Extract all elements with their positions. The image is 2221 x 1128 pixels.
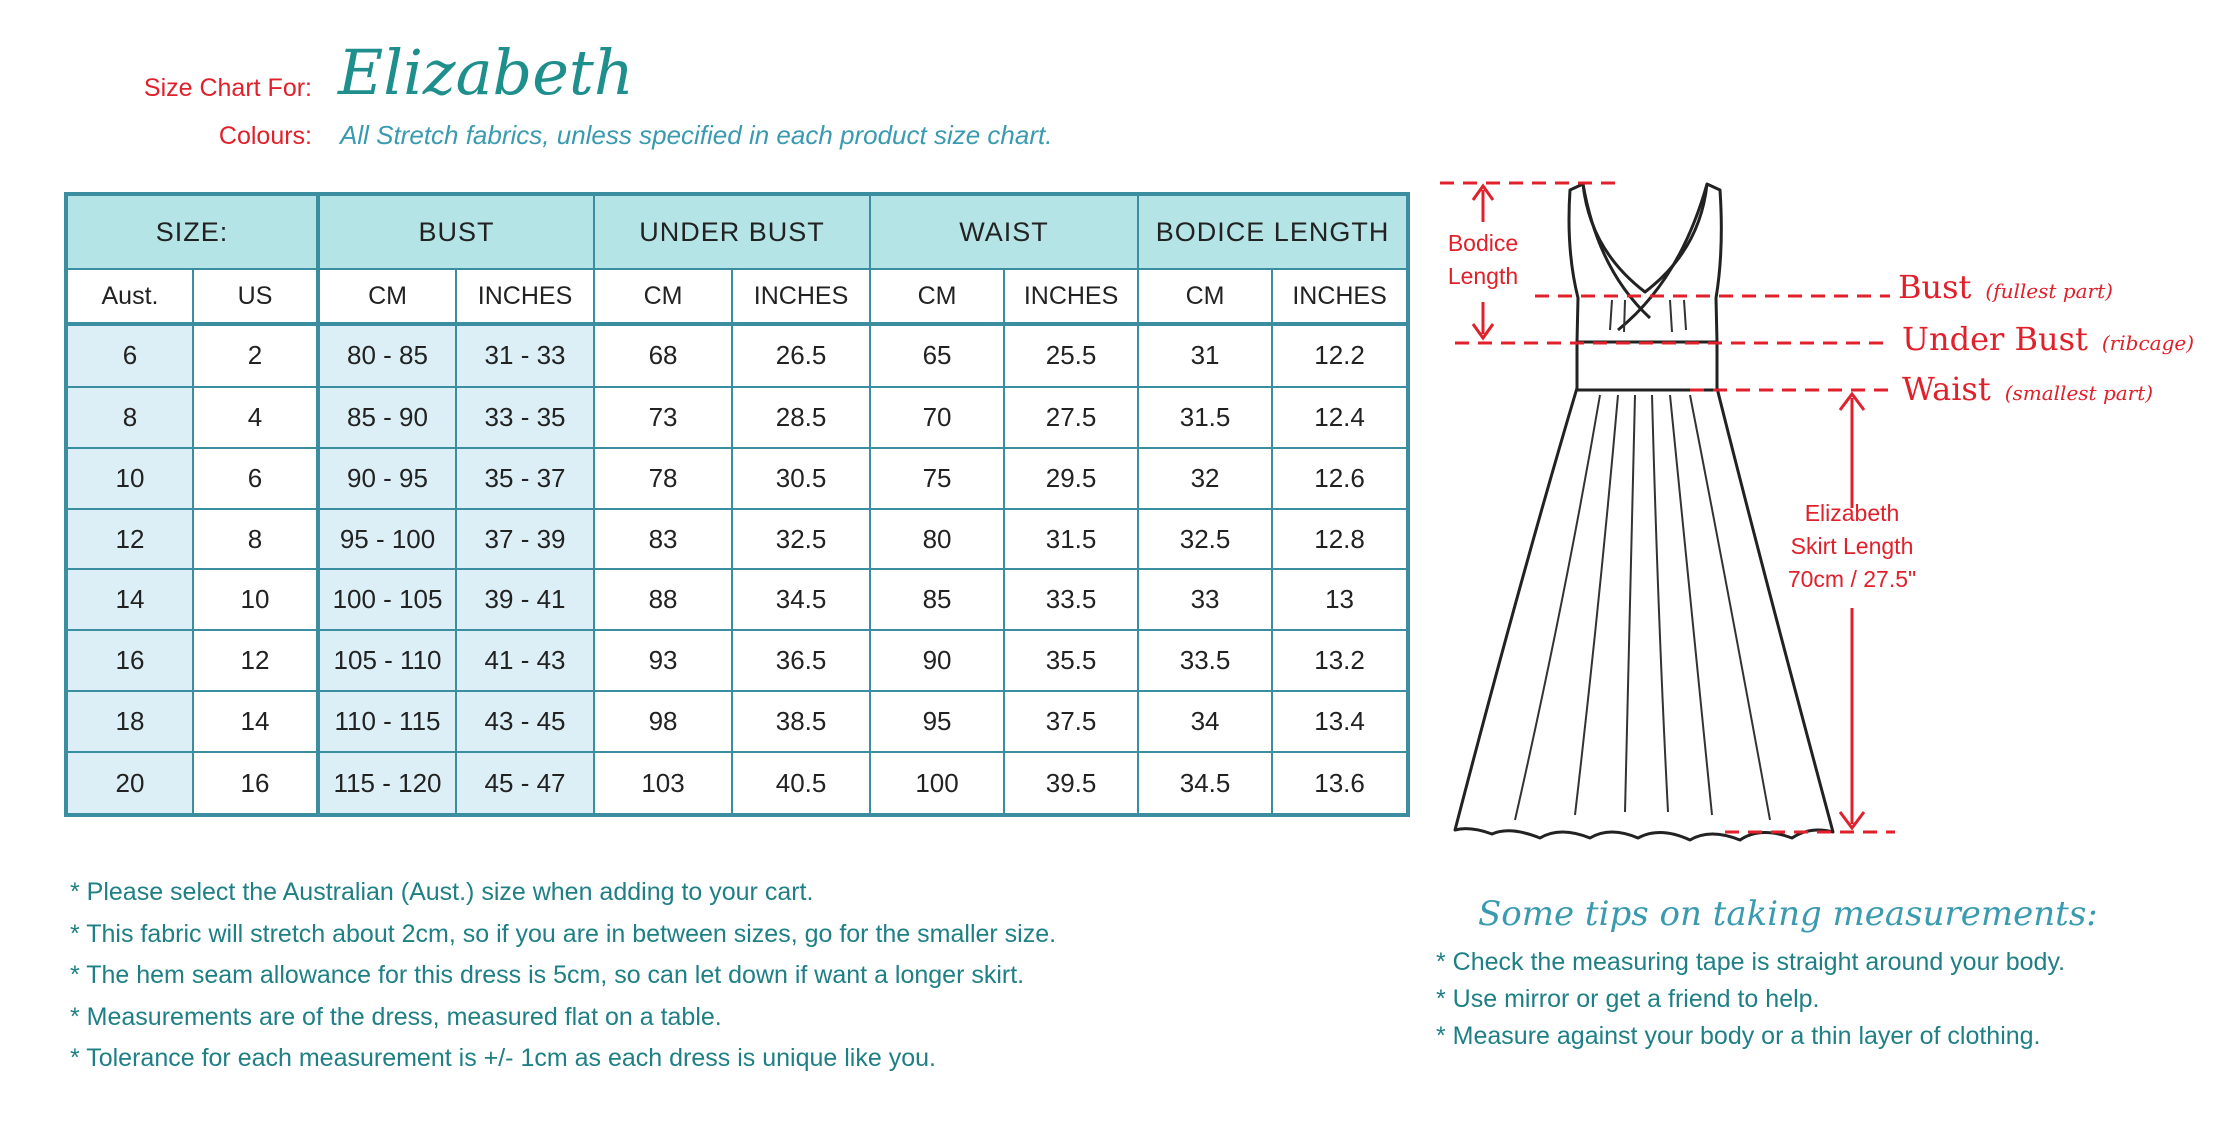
note-item: * Please select the Australian (Aust.) size when adding to your cart. — [70, 878, 814, 906]
table-cell: 6 — [66, 324, 193, 387]
table-cell: 41 - 43 — [456, 630, 594, 691]
table-cell: 80 - 85 — [318, 324, 456, 387]
table-cell: 36.5 — [732, 630, 870, 691]
table-cell: 4 — [193, 387, 318, 448]
table-cell: 75 — [870, 448, 1004, 509]
table-cell: 95 - 100 — [318, 509, 456, 570]
table-cell: 18 — [66, 691, 193, 752]
table-cell: 35 - 37 — [456, 448, 594, 509]
table-cell: 13.2 — [1272, 630, 1408, 691]
table-cell: 13.4 — [1272, 691, 1408, 752]
table-cell: 98 — [594, 691, 732, 752]
table-cell: 65 — [870, 324, 1004, 387]
bodice-length-label — [1443, 227, 1523, 293]
size-chart-label: Size Chart For: — [143, 74, 312, 102]
header-bust: BUST — [318, 194, 594, 269]
table-cell: 33 - 35 — [456, 387, 594, 448]
table-cell: 35.5 — [1004, 630, 1138, 691]
tip-item: * Measure against your body or a thin layer of clothing. — [1436, 1022, 2041, 1050]
subheader-underbust-cm: CM — [594, 269, 732, 324]
table-cell: 37 - 39 — [456, 509, 594, 570]
table-cell: 6 — [193, 448, 318, 509]
subheader-bodice-inches: INCHES — [1272, 269, 1408, 324]
table-cell: 16 — [66, 630, 193, 691]
bodice-length-line2: Length — [1447, 263, 1519, 289]
subheader-waist-cm: CM — [870, 269, 1004, 324]
table-cell: 33.5 — [1138, 630, 1272, 691]
table-cell: 40.5 — [732, 752, 870, 815]
table-cell: 85 — [870, 569, 1004, 630]
table-cell: 13 — [1272, 569, 1408, 630]
skirt-length-label — [1772, 497, 1932, 596]
header-bodice-length: BODICE LENGTH — [1138, 194, 1408, 269]
waist-label — [1902, 370, 2153, 408]
table-cell: 26.5 — [732, 324, 870, 387]
table-cell: 73 — [594, 387, 732, 448]
tip-item: * Use mirror or get a friend to help. — [1436, 985, 1820, 1013]
table-cell: 20 — [66, 752, 193, 815]
table-cell: 100 — [870, 752, 1004, 815]
table-cell: 12.4 — [1272, 387, 1408, 448]
subheader-waist-inches: INCHES — [1004, 269, 1138, 324]
waist-note: (smallest part) — [2004, 381, 2154, 405]
note-item: * This fabric will stretch about 2cm, so if you are in between sizes, go for the smaller size. — [70, 919, 1057, 948]
header-under-bust: UNDER BUST — [594, 194, 870, 269]
table-cell: 45 - 47 — [456, 752, 594, 815]
product-title: Elizabeth — [338, 36, 634, 109]
table-cell: 32.5 — [732, 509, 870, 570]
table-cell: 34.5 — [732, 569, 870, 630]
bust-text: Bust — [1898, 268, 1972, 306]
table-cell: 8 — [66, 387, 193, 448]
note-item: * The hem seam allowance for this dress is 5cm, so can let down if want a longer skirt. — [70, 961, 1025, 989]
under-bust-text: Under Bust — [1902, 320, 2088, 358]
table-cell: 43 - 45 — [456, 691, 594, 752]
table-cell: 38.5 — [732, 691, 870, 752]
table-cell: 12 — [66, 509, 193, 570]
table-cell: 39 - 41 — [456, 569, 594, 630]
table-cell: 31.5 — [1004, 509, 1138, 570]
table-cell: 85 - 90 — [318, 387, 456, 448]
subheader-bust-cm: CM — [318, 269, 456, 324]
table-cell: 14 — [66, 569, 193, 630]
table-cell: 39.5 — [1004, 752, 1138, 815]
note-item: * Measurements are of the dress, measured flat on a table. — [70, 1002, 722, 1031]
table-cell: 93 — [594, 630, 732, 691]
table-cell: 16 — [193, 752, 318, 815]
table-cell: 80 — [870, 509, 1004, 570]
table-cell: 32 — [1138, 448, 1272, 509]
tip-item: * Check the measuring tape is straight around your body. — [1436, 948, 2066, 976]
bust-label — [1898, 268, 2113, 306]
table-cell: 12.2 — [1272, 324, 1408, 387]
colours-text: All Stretch fabrics, unless specified in each product size chart. — [340, 120, 1053, 150]
table-cell: 90 — [870, 630, 1004, 691]
table-cell: 13.6 — [1272, 752, 1408, 815]
table-cell: 103 — [594, 752, 732, 815]
skirt-line2: Skirt Length — [1790, 533, 1914, 559]
table-cell: 33 — [1138, 569, 1272, 630]
table-cell: 78 — [594, 448, 732, 509]
table-cell: 83 — [594, 509, 732, 570]
table-cell: 10 — [66, 448, 193, 509]
note-item: * Tolerance for each measurement is +/- 1cm as each dress is unique like you. — [70, 1044, 936, 1072]
header-waist: WAIST — [870, 194, 1138, 269]
table-cell: 29.5 — [1004, 448, 1138, 509]
subheader-underbust-inches: INCHES — [732, 269, 870, 324]
table-cell: 12 — [193, 630, 318, 691]
table-cell: 70 — [870, 387, 1004, 448]
table-cell: 27.5 — [1004, 387, 1138, 448]
bodice-length-line1: Bodice — [1447, 230, 1519, 256]
table-cell: 33.5 — [1004, 569, 1138, 630]
table-cell: 31 — [1138, 324, 1272, 387]
table-cell: 115 - 120 — [318, 752, 456, 815]
table-cell: 25.5 — [1004, 324, 1138, 387]
header-size: SIZE: — [66, 194, 318, 269]
under-bust-label — [1902, 320, 2194, 358]
table-cell: 88 — [594, 569, 732, 630]
table-cell: 100 - 105 — [318, 569, 456, 630]
table-cell: 110 - 115 — [318, 691, 456, 752]
table-cell: 2 — [193, 324, 318, 387]
table-cell: 34.5 — [1138, 752, 1272, 815]
table-cell: 10 — [193, 569, 318, 630]
under-bust-note: (ribcage) — [2101, 331, 2195, 355]
table-cell: 12.6 — [1272, 448, 1408, 509]
table-cell: 95 — [870, 691, 1004, 752]
skirt-line3: 70cm / 27.5" — [1787, 566, 1917, 592]
table-cell: 31 - 33 — [456, 324, 594, 387]
bust-note: (fullest part) — [1985, 279, 2113, 303]
colours-label: Colours: — [218, 122, 312, 150]
table-cell: 68 — [594, 324, 732, 387]
waist-text: Waist — [1902, 370, 1991, 408]
table-cell: 12.8 — [1272, 509, 1408, 570]
table-cell: 31.5 — [1138, 387, 1272, 448]
subheader-aust: Aust. — [66, 269, 193, 324]
table-cell: 32.5 — [1138, 509, 1272, 570]
tips-title: Some tips on taking measurements: — [1478, 894, 2098, 934]
table-cell: 30.5 — [732, 448, 870, 509]
subheader-bust-inches: INCHES — [456, 269, 594, 324]
table-cell: 34 — [1138, 691, 1272, 752]
skirt-line1: Elizabeth — [1804, 500, 1900, 526]
dress-skirt — [1455, 388, 1833, 840]
table-cell: 28.5 — [732, 387, 870, 448]
subheader-us: US — [193, 269, 318, 324]
table-cell: 8 — [193, 509, 318, 570]
table-cell: 90 - 95 — [318, 448, 456, 509]
table-cell: 37.5 — [1004, 691, 1138, 752]
subheader-bodice-cm: CM — [1138, 269, 1272, 324]
dress-waistband — [1577, 342, 1717, 390]
table-cell: 105 - 110 — [318, 630, 456, 691]
table-cell: 14 — [193, 691, 318, 752]
